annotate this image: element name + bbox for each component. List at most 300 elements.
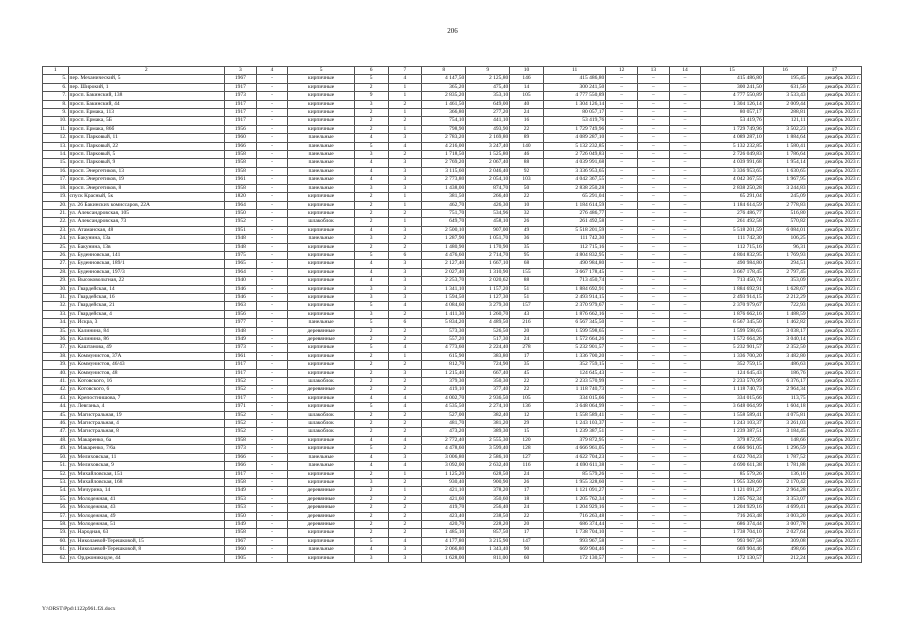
table-cell: – [669, 520, 701, 528]
table-cell: ул. Коммунистов, 46/43 [68, 361, 224, 369]
table-cell: 3 [354, 478, 388, 486]
table-row [43, 512, 862, 520]
table-cell: 89 [510, 134, 544, 142]
table-cell: 155 [510, 268, 544, 276]
table-cell: 2 [354, 352, 388, 360]
table-cell: 713 450,74 [543, 277, 605, 285]
table-cell: 35 [510, 243, 544, 251]
table-cell: кирпичные [288, 201, 354, 209]
table-cell: 1958 [224, 167, 256, 175]
table-cell: – [637, 235, 669, 243]
table-cell: 1971 [224, 403, 256, 411]
table-cell: 713 450,74 [701, 277, 763, 285]
table-cell: 238,50 [466, 512, 510, 520]
table-cell: - [256, 344, 288, 352]
table-cell: просп. Ермака, 86б [68, 125, 224, 133]
table-cell: 1967 [224, 75, 256, 83]
table-cell: – [669, 260, 701, 268]
table-cell: – [669, 100, 701, 108]
table-cell: 2 170,42 [763, 478, 807, 486]
table-cell: 4 535,50 [422, 403, 466, 411]
table-cell: 1950 [224, 209, 256, 217]
table-cell: 2 [388, 420, 422, 428]
table-cell: кирпичные [288, 436, 354, 444]
table-cell: 32. [43, 302, 69, 310]
table-cell: декабрь 2023 г. [807, 109, 861, 117]
table-cell: 423,40 [422, 512, 466, 520]
table-cell: ул. Искра, 3 [68, 319, 224, 327]
table-cell: 527,00 [422, 411, 466, 419]
table-cell: 8. [43, 100, 69, 108]
table-cell: 1 304 126,14 [701, 100, 763, 108]
table-cell: – [606, 193, 638, 201]
table-cell: – [637, 134, 669, 142]
table-cell: декабрь 2023 г. [807, 209, 861, 217]
table-cell: 1 287,90 [422, 235, 466, 243]
table-row [43, 75, 862, 83]
table-cell: 14 [510, 83, 544, 91]
table-cell: 2 778,83 [763, 201, 807, 209]
table-cell: 2 [354, 470, 388, 478]
table-cell: 1 580,41 [763, 142, 807, 150]
table-cell: ул. Буденновская, 141 [68, 251, 224, 259]
table-cell: – [606, 260, 638, 268]
table-cell: 1961 [224, 176, 256, 184]
table-cell: кирпичные [288, 226, 354, 234]
table-cell: ул. Михайловская, 168 [68, 478, 224, 486]
table-cell: – [669, 184, 701, 192]
table-cell: декабрь 2023 г. [807, 285, 861, 293]
table-cell: 4 690 611,38 [701, 462, 763, 470]
table-cell: - [256, 260, 288, 268]
table-cell: – [637, 142, 669, 150]
table-row [43, 277, 862, 285]
table-cell: кирпичные [288, 554, 354, 562]
table-cell: – [637, 226, 669, 234]
table-cell: 1960 [224, 546, 256, 554]
table-cell: – [669, 470, 701, 478]
table-cell: 1 184 614,59 [701, 201, 763, 209]
table-cell: 420,70 [422, 520, 466, 528]
table-cell: декабрь 2023 г. [807, 344, 861, 352]
table-cell: 1 304 126,14 [543, 100, 605, 108]
table-cell: 288,81 [763, 109, 807, 117]
table-cell: 2 [388, 386, 422, 394]
table-cell: 3 [354, 554, 388, 562]
table-cell: 1961 [224, 352, 256, 360]
table-cell: 1 243 103,37 [543, 420, 605, 428]
table-cell: 127 [510, 453, 544, 461]
column-header: 7 [388, 67, 422, 75]
table-cell: ул. Молодежная, 43 [68, 504, 224, 512]
table-cell: 1 296,59 [763, 445, 807, 453]
table-cell: – [669, 117, 701, 125]
table-cell: декабрь 2023 г. [807, 462, 861, 470]
table-cell: – [637, 176, 669, 184]
table-row [43, 209, 862, 217]
table-cell: 1949 [224, 487, 256, 495]
table-cell: – [637, 167, 669, 175]
table-cell: – [669, 504, 701, 512]
table-row [43, 386, 862, 394]
table-cell: декабрь 2023 г. [807, 394, 861, 402]
table-cell: – [669, 512, 701, 520]
table-cell: 2 500,10 [422, 226, 466, 234]
column-header: 14 [669, 67, 701, 75]
table-cell: 1 955 328,60 [701, 478, 763, 486]
table-cell: просп. Энергетиков, 19 [68, 176, 224, 184]
table-cell: 481,70 [422, 420, 466, 428]
table-cell: 1 343,40 [466, 546, 510, 554]
table-cell: 12 [510, 411, 544, 419]
table-cell: кирпичные [288, 209, 354, 217]
table-cell: 475,40 [466, 83, 510, 91]
table-cell: 716 263,48 [701, 512, 763, 520]
table-cell: 92 [510, 167, 544, 175]
table-cell: ул. Александровская, 105 [68, 209, 224, 217]
table-cell: 2 [388, 529, 422, 537]
table-cell: 1 [388, 92, 422, 100]
table-cell: - [256, 134, 288, 142]
table-cell: 52. [43, 470, 69, 478]
table-cell: – [606, 554, 638, 562]
column-header: 5 [288, 67, 354, 75]
table-cell: 3 [388, 260, 422, 268]
table-cell: деревянные [288, 336, 354, 344]
table-cell: 2 769,20 [422, 159, 466, 167]
table-row [43, 109, 862, 117]
table-cell: – [669, 361, 701, 369]
table-row [43, 487, 862, 495]
table-cell: 50 [510, 184, 544, 192]
table-cell: – [669, 487, 701, 495]
table-cell: 2 632,40 [466, 462, 510, 470]
table-cell: 80 057,17 [543, 109, 605, 117]
table-cell: 2 125,80 [466, 75, 510, 83]
table-cell: 2 586,10 [466, 453, 510, 461]
table-cell: 4 478,60 [422, 445, 466, 453]
table-cell: 1949 [224, 336, 256, 344]
table-cell: 900,90 [466, 478, 510, 486]
table-cell: 2 726 049,83 [543, 151, 605, 159]
table-cell: 3 353,07 [763, 495, 807, 503]
table-cell: панельные [288, 167, 354, 175]
table-cell: 3 [388, 176, 422, 184]
table-cell: 261 492,58 [701, 218, 763, 226]
table-cell: 4 075,81 [763, 411, 807, 419]
table-cell: декабрь 2023 г. [807, 176, 861, 184]
table-cell: 9 [354, 92, 388, 100]
table-cell: 667,40 [466, 369, 510, 377]
table-cell: – [637, 293, 669, 301]
table-cell: 1917 [224, 470, 256, 478]
table-cell: 874,70 [466, 184, 510, 192]
table-cell: - [256, 226, 288, 234]
table-cell: – [669, 537, 701, 545]
table-cell: – [606, 83, 638, 91]
table-cell: - [256, 201, 288, 209]
table-cell: 1 729 749,96 [701, 125, 763, 133]
table-cell: 350,60 [466, 495, 510, 503]
table-cell: деревянные [288, 327, 354, 335]
table-cell: 2 [354, 411, 388, 419]
table-cell: панельные [288, 142, 354, 150]
table-row [43, 352, 862, 360]
column-header: 11 [543, 67, 605, 75]
table-cell: ул. Гвардейская, 4 [68, 310, 224, 318]
table-cell: 1 121 091,27 [701, 487, 763, 495]
table-cell: 3 247,40 [466, 142, 510, 150]
table-cell: 3 667 178,45 [701, 268, 763, 276]
table-cell: 2 027,64 [763, 529, 807, 537]
table-row [43, 403, 862, 411]
table-cell: – [637, 327, 669, 335]
table-cell: – [606, 109, 638, 117]
table-cell: 1 204 929,16 [701, 504, 763, 512]
table-cell: 13. [43, 142, 69, 150]
table-cell: 10 [510, 201, 544, 209]
table-cell: ул. Магистральная, 8 [68, 428, 224, 436]
table-cell: декабрь 2023 г. [807, 134, 861, 142]
table-row [43, 125, 862, 133]
table-cell: кирпичные [288, 352, 354, 360]
table-cell: ул. Орджоникидзе, 44 [68, 554, 224, 562]
table-cell: 379,30 [422, 378, 466, 386]
table-row [43, 436, 862, 444]
table-cell: кирпичные [288, 109, 354, 117]
table-cell: – [669, 445, 701, 453]
table-cell: 2 [354, 495, 388, 503]
table-cell: – [606, 546, 638, 554]
table-cell: кирпичные [288, 125, 354, 133]
table-cell: 1 786,64 [763, 151, 807, 159]
table-row [43, 537, 862, 545]
table-cell: 1 [388, 83, 422, 91]
table-cell: 1 118 740,73 [701, 386, 763, 394]
table-cell: деревянные [288, 495, 354, 503]
table-cell: - [256, 546, 288, 554]
table-cell: – [669, 193, 701, 201]
table-cell: – [637, 453, 669, 461]
table-row [43, 470, 862, 478]
table-cell: 1 594,50 [422, 293, 466, 301]
table-cell: 24 [510, 470, 544, 478]
table-cell: 2 169,80 [466, 134, 510, 142]
table-cell: декабрь 2023 г. [807, 268, 861, 276]
table-cell: 2 020,62 [466, 277, 510, 285]
table-cell: 172 130,57 [543, 554, 605, 562]
table-cell: - [256, 478, 288, 486]
table-cell: 14. [43, 151, 69, 159]
table-cell: 419,10 [422, 386, 466, 394]
table-cell: 1 [388, 193, 422, 201]
table-cell: 5 [354, 319, 388, 327]
table-cell: кирпичные [288, 277, 354, 285]
table-cell: – [637, 386, 669, 394]
table-row [43, 218, 862, 226]
table-cell: пер. Широкий, 1 [68, 83, 224, 91]
table-cell: 48. [43, 436, 69, 444]
table-cell: 415 486,80 [543, 75, 605, 83]
table-cell: 4 [354, 226, 388, 234]
table-cell: 3 648 064,99 [701, 403, 763, 411]
table-cell: – [637, 428, 669, 436]
table-cell: 1966 [224, 462, 256, 470]
table-cell: - [256, 520, 288, 528]
table-cell: – [637, 184, 669, 192]
table-cell: - [256, 319, 288, 327]
table-cell: - [256, 285, 288, 293]
table-cell: – [606, 125, 638, 133]
table-cell: 1 204 929,16 [543, 504, 605, 512]
table-cell: - [256, 428, 288, 436]
table-cell: 377,40 [466, 386, 510, 394]
table-cell: кирпичные [288, 293, 354, 301]
table-cell: панельные [288, 235, 354, 243]
table-cell: ул. Мичурина, 14 [68, 487, 224, 495]
table-cell: 276 486,77 [701, 209, 763, 217]
table-cell: 6 [388, 251, 422, 259]
table-cell: 147 [510, 537, 544, 545]
column-header: 2 [68, 67, 224, 75]
table-cell: 2 [354, 218, 388, 226]
table-cell: 261 492,58 [543, 218, 605, 226]
table-cell: просп. Ермака, 5Б [68, 117, 224, 125]
table-cell: - [256, 92, 288, 100]
table-cell: – [606, 201, 638, 209]
table-cell: – [669, 436, 701, 444]
table-cell: 1 125,20 [422, 470, 466, 478]
table-cell: 212,24 [763, 554, 807, 562]
table-cell: – [606, 411, 638, 419]
table-cell: 754,10 [422, 117, 466, 125]
table-cell: 3 [388, 167, 422, 175]
table-cell: - [256, 302, 288, 310]
table-cell: – [606, 436, 638, 444]
table-cell: 1 205 762,34 [701, 495, 763, 503]
table-cell: 111 742,30 [701, 235, 763, 243]
table-cell: кирпичные [288, 92, 354, 100]
table-cell: 2 [354, 109, 388, 117]
table-cell: кирпичные [288, 478, 354, 486]
table-cell: – [637, 352, 669, 360]
table-row [43, 361, 862, 369]
table-cell: 2 [388, 428, 422, 436]
table-cell: – [606, 268, 638, 276]
table-cell: 4 [354, 436, 388, 444]
table-cell: 96,31 [763, 243, 807, 251]
table-cell: 1951 [224, 226, 256, 234]
table-cell: 1958 [224, 436, 256, 444]
table-cell: 649,00 [466, 100, 510, 108]
table-cell: 51 [510, 285, 544, 293]
table-cell: 21. [43, 209, 69, 217]
table-cell: 17 [510, 487, 544, 495]
table-cell: 53 419,76 [543, 117, 605, 125]
table-cell: 4 [388, 436, 422, 444]
table-cell: 42. [43, 386, 69, 394]
table-cell: 4 039 991,68 [701, 159, 763, 167]
table-cell: 46. [43, 420, 69, 428]
table-cell: 383,80 [466, 352, 510, 360]
table-cell: – [606, 462, 638, 470]
table-cell: – [669, 109, 701, 117]
table-cell: 2 [388, 235, 422, 243]
table-cell: – [637, 403, 669, 411]
table-cell: панельные [288, 184, 354, 192]
table-cell: декабрь 2023 г. [807, 167, 861, 175]
table-cell: 573,30 [422, 327, 466, 335]
table-cell: панельные [288, 453, 354, 461]
table-cell: 2 [354, 83, 388, 91]
table-cell: 353,10 [466, 92, 510, 100]
table-row [43, 495, 862, 503]
table-cell: - [256, 445, 288, 453]
table-cell: – [606, 520, 638, 528]
table-cell: 46 [510, 151, 544, 159]
table-cell: 105 [510, 394, 544, 402]
table-cell: декабрь 2023 г. [807, 151, 861, 159]
table-cell: – [637, 394, 669, 402]
table-cell: 5 132 232,85 [701, 142, 763, 150]
table-cell: 136 [510, 403, 544, 411]
table-cell: декабрь 2023 г. [807, 235, 861, 243]
table-cell: – [606, 218, 638, 226]
table-cell: 80 057,17 [701, 109, 763, 117]
table-cell: 9. [43, 109, 69, 117]
table-cell: 1 127,30 [466, 293, 510, 301]
table-cell: кирпичные [288, 445, 354, 453]
table-cell: 62. [43, 554, 69, 562]
table-cell: – [606, 403, 638, 411]
table-cell: 4 039 991,68 [543, 159, 605, 167]
table-cell: 2 233 570,99 [543, 378, 605, 386]
table-cell: 2 [388, 336, 422, 344]
table-cell: – [606, 209, 638, 217]
table-cell: ул. Гвардейская, 14 [68, 285, 224, 293]
table-cell: 1973 [224, 92, 256, 100]
table-cell: декабрь 2023 г. [807, 293, 861, 301]
table-cell: – [637, 75, 669, 83]
table-cell: – [669, 369, 701, 377]
table-row [43, 184, 862, 192]
table-cell: 3 038,17 [763, 327, 807, 335]
table-row [43, 504, 862, 512]
table-row [43, 117, 862, 125]
table-cell: – [637, 436, 669, 444]
table-cell: 3 [354, 100, 388, 108]
table-cell: – [606, 117, 638, 125]
table-cell: 39. [43, 361, 69, 369]
table-cell: кирпичные [288, 470, 354, 478]
table-cell: 3 [388, 554, 422, 562]
table-cell: – [606, 226, 638, 234]
table-row [43, 554, 862, 562]
table-cell: 2 [354, 361, 388, 369]
table-cell: декабрь 2023 г. [807, 529, 861, 537]
table-cell: 2 493 914,15 [543, 293, 605, 301]
table-cell: – [606, 445, 638, 453]
table-cell: - [256, 378, 288, 386]
table-cell: 3 [388, 184, 422, 192]
table-row [43, 302, 862, 310]
table-cell: 2 [354, 487, 388, 495]
table-cell: 1952 [224, 386, 256, 394]
table-cell: – [669, 167, 701, 175]
table-cell: – [669, 302, 701, 310]
table-cell: 2 224,40 [466, 344, 510, 352]
table-row [43, 243, 862, 251]
